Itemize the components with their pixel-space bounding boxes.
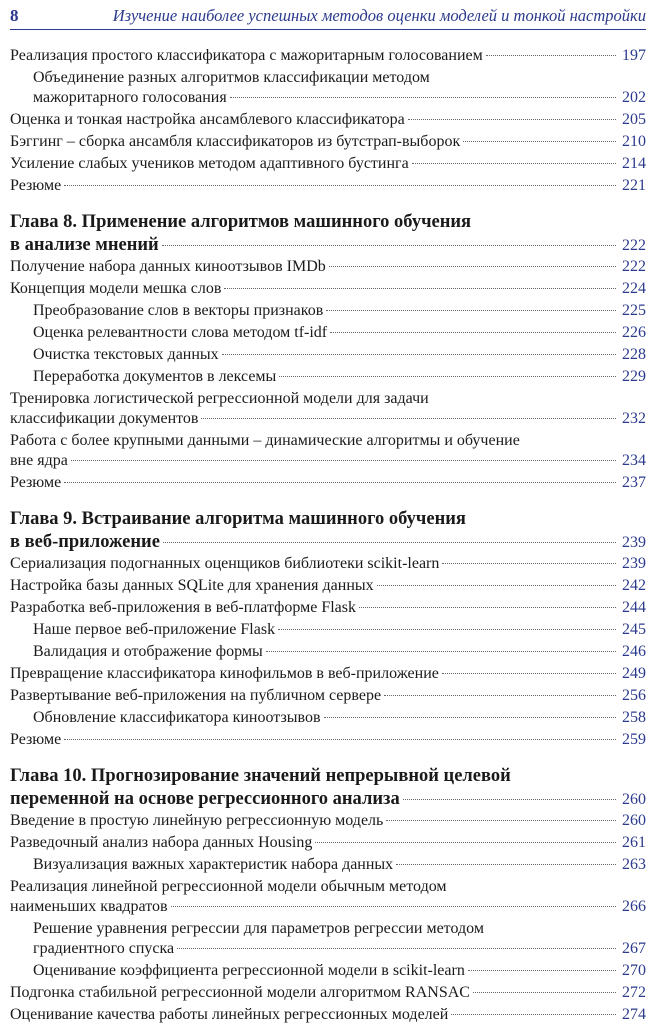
toc-entry[interactable] (10, 367, 646, 389)
toc-page-number: 267 (622, 940, 646, 957)
toc-entry-title-line: Визуализация важных характеристик набора данных (33, 856, 394, 873)
toc-entry[interactable] (10, 279, 646, 301)
toc-entry[interactable] (10, 730, 646, 752)
dot-leader (201, 418, 616, 419)
dot-leader (230, 97, 616, 98)
dot-leader (412, 163, 616, 164)
dot-leader (162, 245, 616, 246)
toc-page-number: 239 (622, 555, 646, 572)
toc-entry-title-line: Разработка веб-приложения в веб-платформе Flask (10, 599, 356, 616)
toc-page-number: 229 (622, 368, 646, 385)
toc-entry[interactable] (10, 431, 646, 471)
dot-leader (266, 651, 616, 652)
dot-leader (396, 864, 616, 865)
toc-page-number: 205 (622, 111, 646, 128)
toc-entry[interactable] (10, 1005, 646, 1027)
dot-leader (324, 717, 616, 718)
toc-page-number: 222 (622, 237, 646, 254)
toc-entry[interactable] (10, 983, 646, 1005)
toc-entry[interactable] (10, 323, 646, 345)
dot-leader (463, 141, 616, 142)
toc-entry[interactable] (10, 301, 646, 323)
dot-leader (278, 629, 616, 630)
toc-page-number: 234 (622, 452, 646, 469)
toc-page-number: 261 (622, 834, 646, 851)
toc-entry-title-line: Развертывание веб-приложения на публичном сервере (10, 687, 382, 704)
toc-entry-title-line: Работа с более крупными данными – динамические алгоритмы и обучение (10, 432, 520, 449)
toc-entry[interactable] (10, 389, 646, 429)
toc-entry-title-line: Очистка текстовых данных (33, 346, 219, 363)
toc-entry-title-line: Резюме (10, 731, 62, 748)
toc-entry[interactable] (10, 154, 646, 176)
dot-leader (486, 55, 616, 56)
toc-entry-title-line: Переработка документов в лексемы (33, 368, 277, 385)
toc-page-number: 197 (622, 47, 646, 64)
dot-leader (330, 332, 616, 333)
toc-page-number: 228 (622, 346, 646, 363)
toc-page-number: 202 (622, 89, 646, 106)
toc-page-number: 258 (622, 709, 646, 726)
toc-entry-title-line: переменной на основе регрессионного анализа (10, 789, 400, 809)
toc-entry-title-line: Резюме (10, 177, 62, 194)
toc-page-number: 274 (622, 1006, 646, 1023)
toc-entry[interactable] (10, 811, 646, 833)
dot-leader (279, 376, 616, 377)
toc-page-number: 256 (622, 687, 646, 704)
toc-page-number: 249 (622, 665, 646, 682)
toc-entry[interactable] (10, 554, 646, 576)
toc-entry-title-line: Решение уравнения регрессии для параметров регрессии методом (33, 920, 484, 937)
dot-leader (442, 673, 616, 674)
toc-entry[interactable] (10, 46, 646, 68)
toc-entry-title-line: градиентного спуска (33, 940, 175, 957)
toc-page-number: 226 (622, 324, 646, 341)
toc-entry-title-line: мажоритарного голосования (33, 89, 227, 106)
toc-entry-title-line: Концепция модели мешка слов (10, 280, 222, 297)
toc-entry-title-line: в веб-приложение (10, 532, 160, 552)
toc-entry-title-line: Глава 9. Встраивание алгоритма машинного обучения (10, 509, 466, 529)
toc-entry-title-line: классификации документов (10, 410, 199, 427)
dot-leader (326, 310, 616, 311)
toc-page-number: 260 (622, 812, 646, 829)
toc-entry-title-line: Разведочный анализ набора данных Housing (10, 834, 313, 851)
toc-entry[interactable] (10, 664, 646, 686)
toc-entry-title-line: Бэггинг – сборка ансамбля классификаторов из бутстрап-выборок (10, 133, 461, 150)
toc-entry[interactable] (10, 919, 646, 959)
toc-page-number: 214 (622, 155, 646, 172)
toc-page-number: 224 (622, 280, 646, 297)
toc-entry-title-line: в анализе мнений (10, 235, 159, 255)
toc-page-number: 272 (622, 984, 646, 1001)
toc-entry-title-line: Глава 8. Применение алгоритмов машинного обучения (10, 212, 472, 232)
toc-entry-title-line: вне ядра (10, 452, 68, 469)
toc-entry[interactable] (10, 833, 646, 855)
toc-entry[interactable] (10, 68, 646, 108)
dot-leader (64, 482, 616, 483)
toc-entry-title-line: Подгонка стабильной регрессионной модели алгоритмом RANSAC (10, 984, 470, 1001)
toc-entry[interactable] (10, 877, 646, 917)
toc-page-number: 237 (622, 474, 646, 491)
toc-entry-title-line: Наше первое веб-приложение Flask (33, 621, 276, 638)
toc-page-number: 270 (622, 962, 646, 979)
toc-page-number: 245 (622, 621, 646, 638)
toc-chapter-heading[interactable] (10, 765, 646, 811)
toc-page-number: 246 (622, 643, 646, 660)
toc-page-number: 266 (622, 898, 646, 915)
toc-entry[interactable] (10, 576, 646, 598)
page-header (10, 3, 646, 30)
dot-leader (177, 948, 616, 949)
toc-entry[interactable] (10, 961, 646, 983)
dot-leader (403, 799, 616, 800)
dot-leader (315, 842, 616, 843)
toc-entry-title-line: Реализация простого классификатора с мажоритарным голосованием (10, 47, 483, 64)
toc-page-number: 260 (622, 791, 646, 808)
toc-page-number: 259 (622, 731, 646, 748)
toc-entry-title-line: наименьших квадратов (10, 898, 168, 915)
dot-leader (468, 970, 616, 971)
dot-leader (408, 119, 616, 120)
dot-leader (473, 992, 616, 993)
toc-entry-title-line: Резюме (10, 474, 62, 491)
toc-entry[interactable] (10, 855, 646, 877)
toc-entry[interactable] (10, 345, 646, 367)
toc-entry[interactable] (10, 473, 646, 495)
toc-entry-title-line: Обновление классификатора киноотзывов (33, 709, 321, 726)
toc-entry-title-line: Оценка релевантности слова методом tf-idf (33, 324, 328, 341)
toc-page-number: 222 (622, 258, 646, 275)
toc-entry-title-line: Настройка базы данных SQLite для хранения данных (10, 577, 374, 594)
toc-entry-title-line: Объединение разных алгоритмов классификации методом (33, 69, 430, 86)
toc-entry[interactable] (10, 686, 646, 708)
toc-entry-title-line: Усиление слабых учеников методом адаптивного бустинга (10, 155, 409, 172)
toc-entry-title-line: Оценивание коэффициента регрессионной модели в scikit-learn (33, 962, 465, 979)
dot-leader (64, 185, 616, 186)
dot-leader (359, 607, 616, 608)
toc-page-number: 221 (622, 177, 646, 194)
toc-chapter-heading[interactable] (10, 211, 646, 257)
dot-leader (377, 585, 616, 586)
toc-entry-title-line: Преобразование слов в векторы признаков (33, 302, 324, 319)
toc-entry[interactable] (10, 176, 646, 198)
toc-page-number: 210 (622, 133, 646, 150)
toc-entry[interactable] (10, 620, 646, 642)
toc-entry-title-line: Оценивание качества работы линейных регрессионных моделей (10, 1006, 449, 1023)
toc-page-number: 239 (622, 534, 646, 551)
dot-leader (329, 266, 616, 267)
dot-leader (222, 354, 616, 355)
toc-page-number: 244 (622, 599, 646, 616)
toc-entry-title-line: Введение в простую линейную регрессионную модель (10, 812, 384, 829)
dot-leader (71, 460, 616, 461)
toc-page-number: 225 (622, 302, 646, 319)
page-number: 8 (10, 6, 19, 25)
toc-entry-title-line: Валидация и отображение формы (33, 643, 263, 660)
dot-leader (386, 820, 616, 821)
toc-entry-title-line: Сериализация подогнанных оценщиков библиотеки scikit-learn (10, 555, 440, 572)
toc-entry-title-line: Получение набора данных киноотзывов IMDb (10, 258, 326, 275)
toc-page-number: 263 (622, 856, 646, 873)
toc-entry[interactable] (10, 132, 646, 154)
toc-entry[interactable] (10, 110, 646, 132)
toc-entry[interactable] (10, 598, 646, 620)
toc-entry[interactable] (10, 257, 646, 279)
dot-leader (163, 542, 616, 543)
dot-leader (224, 288, 616, 289)
toc-entry-title-line: Глава 10. Прогнозирование значений непрерывной целевой (10, 766, 511, 786)
toc-entry-title-line: Реализация линейной регрессионной модели обычным методом (10, 878, 447, 895)
toc-entry[interactable] (10, 642, 646, 664)
table-of-contents (10, 46, 646, 1027)
dot-leader (442, 563, 616, 564)
running-title: Изучение наиболее успешных методов оценки моделей и тонкой настройки (112, 6, 646, 25)
toc-entry-title-line: Превращение классификатора кинофильмов в веб-приложение (10, 665, 439, 682)
dot-leader (451, 1014, 616, 1015)
toc-entry-title-line: Оценка и тонкая настройка ансамблевого классификатора (10, 111, 405, 128)
dot-leader (384, 695, 616, 696)
toc-page-number: 232 (622, 410, 646, 427)
dot-leader (171, 906, 616, 907)
dot-leader (64, 739, 616, 740)
toc-chapter-heading[interactable] (10, 508, 646, 554)
toc-entry-title-line: Тренировка логистической регрессионной модели для задачи (10, 390, 429, 407)
toc-entry[interactable] (10, 708, 646, 730)
toc-page-number: 242 (622, 577, 646, 594)
